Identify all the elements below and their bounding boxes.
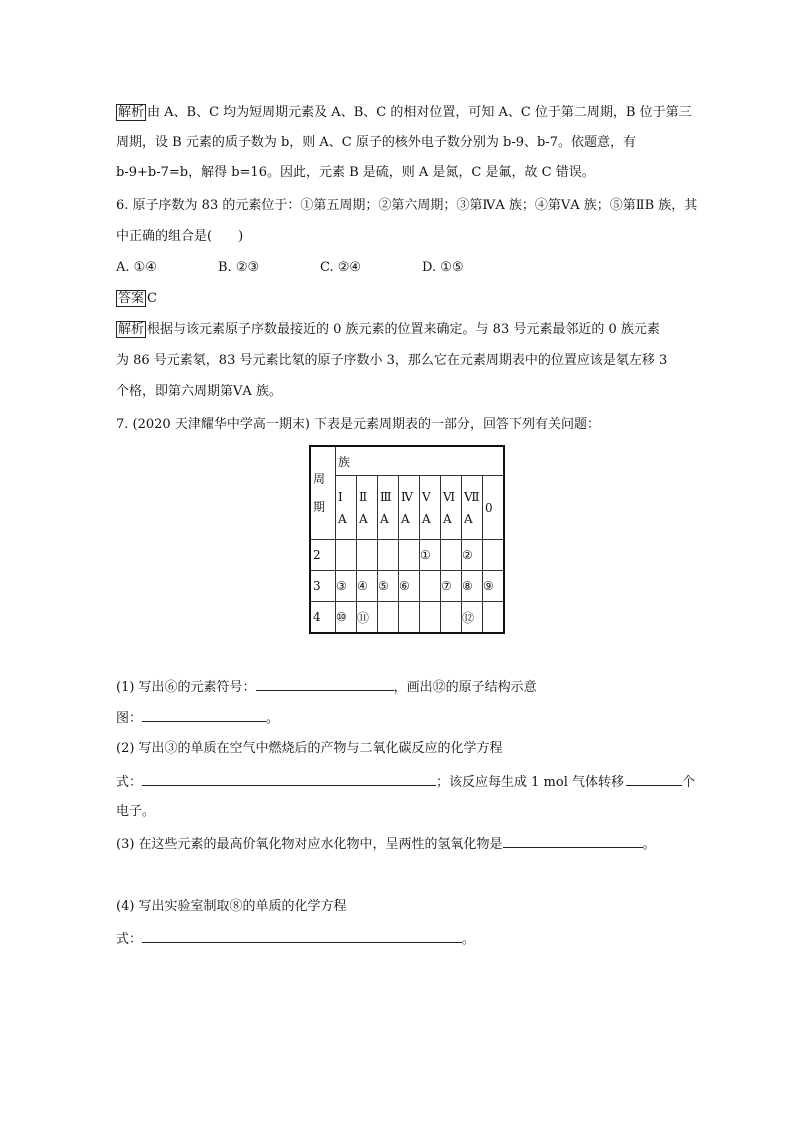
- prev-analysis-line-3: b-9+b-7=b，解得 b=16。因此，元素 B 是硫，则 A 是氮，C 是氟，故 C 错误。: [116, 165, 595, 180]
- element-cell: ⑤: [378, 571, 399, 602]
- period-label: 3: [310, 571, 336, 602]
- q6-option-c: C. ②④: [320, 260, 362, 275]
- group-suffix: A: [443, 511, 452, 526]
- q6-stem-line-2: 中正确的组合是( ): [116, 229, 244, 244]
- element-cell: [399, 602, 420, 634]
- q7-sub2-line-1: (2) 写出③的单质在空气中燃烧后的产物与二氧化碳反应的化学方程: [116, 741, 503, 756]
- group-col-5: [420, 476, 441, 540]
- q7-sub4-line-1: (4) 写出实验室制取⑧的单质的化学方程: [116, 899, 347, 914]
- element-cell: ⑫: [462, 602, 483, 634]
- element-cell: ⑨: [483, 571, 505, 602]
- element-cell: [378, 602, 399, 634]
- group-roman: Ⅰ: [338, 489, 343, 504]
- q6-answer-line: [116, 290, 157, 308]
- group-roman: Ⅶ: [464, 489, 480, 504]
- group-roman: Ⅱ: [359, 489, 368, 504]
- element-cell: [441, 602, 462, 634]
- q7-sub1-text-c: 图：: [116, 711, 143, 726]
- q7-sub4-end: 。: [462, 932, 476, 947]
- q7-sub1-line-2: [116, 708, 279, 728]
- element-cell: ③: [336, 571, 357, 602]
- answer-tag: 答案: [118, 291, 145, 306]
- group-suffix: A: [338, 511, 347, 526]
- group-col-4: [399, 476, 420, 540]
- group-suffix: A: [359, 511, 368, 526]
- q6-options: [116, 259, 524, 277]
- group-roman: Ⅲ: [380, 489, 392, 504]
- element-cell: ⑪: [357, 602, 378, 634]
- prev-analysis-line-2: 周期，设 B 元素的质子数为 b，则 A、C 原子的核外电子数分别为 b-9、b-7。依题意，有: [116, 135, 636, 150]
- element-cell: [357, 540, 378, 571]
- group-col-7: [462, 476, 483, 540]
- analysis-tag: 解析: [118, 322, 145, 337]
- q6-answer: C: [147, 291, 157, 306]
- q6-analysis-text-1: 根据与该元素原子序数最接近的 0 族元素的位置来确定。与 83 号元素最邻近的 0 族元素: [147, 322, 660, 337]
- period-label: 4: [310, 602, 336, 634]
- element-cell: [483, 602, 505, 634]
- q7-sub1-text-b: ，画出⑫的原子结构示意: [393, 680, 537, 695]
- element-cell: [420, 602, 441, 634]
- group-roman: Ⅵ: [443, 489, 456, 504]
- periodic-table: [309, 445, 505, 634]
- q7-sub2-text-c: ；该反应每生成 1 mol 气体转移: [436, 775, 624, 790]
- element-cell: ⑧: [462, 571, 483, 602]
- q6-option-d: D. ①⑤: [422, 260, 464, 275]
- group-col-0: [483, 476, 505, 540]
- answer-blank-electron-count[interactable]: [626, 772, 682, 786]
- group-suffix: A: [380, 511, 389, 526]
- q7-sub2-text-d: 个: [682, 775, 696, 790]
- element-cell: [399, 540, 420, 571]
- group-col-1: [336, 476, 357, 540]
- element-cell: ①: [420, 540, 441, 571]
- answer-blank-equation[interactable]: [142, 772, 436, 786]
- q7-sub3-end: 。: [642, 837, 656, 852]
- group-col-3: [378, 476, 399, 540]
- group-roman: 0: [485, 500, 493, 515]
- element-cell: [378, 540, 399, 571]
- group-suffix: A: [401, 511, 410, 526]
- group-suffix: A: [464, 511, 473, 526]
- q7-sub1-end: 。: [266, 711, 280, 726]
- element-cell: ⑦: [441, 571, 462, 602]
- q7-sub4-text-b: 式：: [116, 932, 143, 947]
- group-col-2: [357, 476, 378, 540]
- prev-analysis-line-1: [116, 104, 692, 122]
- element-cell: [483, 540, 505, 571]
- element-cell: ⑥: [399, 571, 420, 602]
- element-cell: ⑩: [336, 602, 357, 634]
- answer-blank-element-symbol[interactable]: [256, 677, 394, 691]
- prev-analysis-text-1: 由 A、B、C 均为短周期元素及 A、B、C 的相对位置，可知 A、C 位于第二周期，B 位于第三: [147, 105, 692, 120]
- q6-option-b: B. ②③: [218, 260, 260, 275]
- q7-sub1-line-1: [116, 677, 537, 697]
- period-corner-header: [310, 446, 336, 540]
- group-roman: Ⅳ: [401, 489, 413, 504]
- group-suffix: A: [422, 511, 431, 526]
- q6-analysis-line-2: 为 86 号元素氡，83 号元素比氡的原子序数小 3，那么它在元素周期表中的位置应该是氡左移 3: [116, 353, 668, 368]
- q7-sub2-line-3: 电子。: [116, 804, 156, 819]
- q6-stem-line-1: 6. 原子序数为 83 的元素位于：①第五周期；②第六周期；③第ⅣA 族；④第ⅤA 族；⑤第ⅡB 族，其: [116, 198, 698, 213]
- answer-blank-lab-equation[interactable]: [142, 929, 462, 943]
- q7-sub2-line-2: [116, 772, 695, 792]
- q7-sub3-line: [116, 834, 656, 854]
- q6-option-a: A. ①④: [116, 260, 157, 275]
- group-header: 族: [336, 446, 505, 476]
- q6-analysis-line-1: [116, 321, 660, 339]
- corner-label-bottom: 期: [313, 500, 326, 514]
- period-label: 2: [310, 540, 336, 571]
- q7-sub2-text-b: 式：: [116, 775, 143, 790]
- element-cell: [336, 540, 357, 571]
- element-cell: ④: [357, 571, 378, 602]
- element-cell: ②: [462, 540, 483, 571]
- answer-blank-atom-structure[interactable]: [142, 708, 266, 722]
- q7-stem: 7. (2020 天津耀华中学高一期末) 下表是元素周期表的一部分，回答下列有关问题：: [116, 417, 601, 432]
- element-cell: [420, 571, 441, 602]
- answer-blank-amphoteric-hydroxide[interactable]: [503, 834, 643, 848]
- corner-label-top: 周: [313, 472, 326, 486]
- element-cell: [441, 540, 462, 571]
- analysis-tag: 解析: [118, 105, 145, 120]
- group-roman: Ⅴ: [422, 489, 431, 504]
- q7-sub1-text-a: (1) 写出⑥的元素符号：: [116, 680, 256, 695]
- q7-sub4-line-2: [116, 929, 475, 949]
- group-col-6: [441, 476, 462, 540]
- q6-analysis-line-3: 个格，即第六周期第ⅤA 族。: [116, 384, 282, 399]
- q7-sub3-text: (3) 在这些元素的最高价氧化物对应水化物中，呈两性的氢氧化物是: [116, 837, 503, 852]
